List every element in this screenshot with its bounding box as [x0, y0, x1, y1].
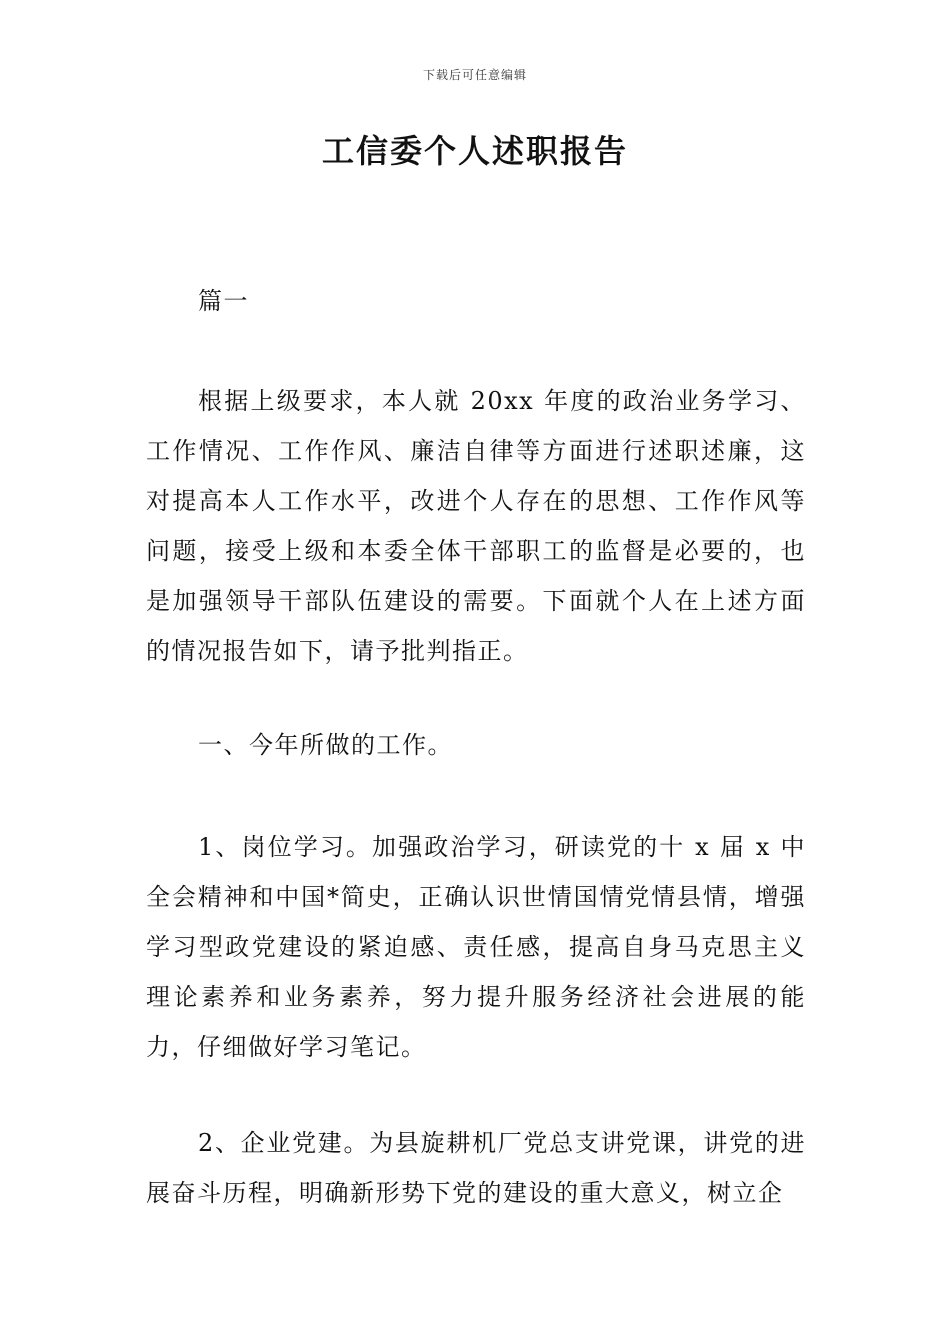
section-label: 篇一 — [198, 287, 249, 315]
section-heading: 一、今年所做的工作。 — [198, 731, 453, 759]
header-note: 下载后可任意编辑 — [422, 68, 527, 82]
intro-paragraph: 根据上级要求，本人就 20xx 年度的政治业务学习、工作情况、工作作风、廉洁自律等方面进行述职述廉，这对提高本人工作水平，改进个人存在的思想、工作作风等问题，接受上级和本委全体干部职工的监督是必要的，也是加强领导干部队伍建设的需要。下面就个人在上述方面的情况报告如下，请予批判指正。 — [146, 387, 806, 665]
item-paragraph-study: 1、岗位学习。加强政治学习，研读党的十 x 届 x 中全会精神和中国*简史，正确认识世情国情党情县情，增强学习型政党建设的紧迫感、责任感，提高自身马克思主义理论素养和业务素养，努力提升服务经济社会进展的能力，仔细做好学习笔记。 — [146, 833, 806, 1061]
item-paragraph-party-building: 2、企业党建。为县旋耕机厂党总支讲党课，讲党的进展奋斗历程，明确新形势下党的建设的重大意义，树立企 — [146, 1129, 806, 1207]
page-title: 工信委个人述职报告 — [321, 132, 628, 170]
